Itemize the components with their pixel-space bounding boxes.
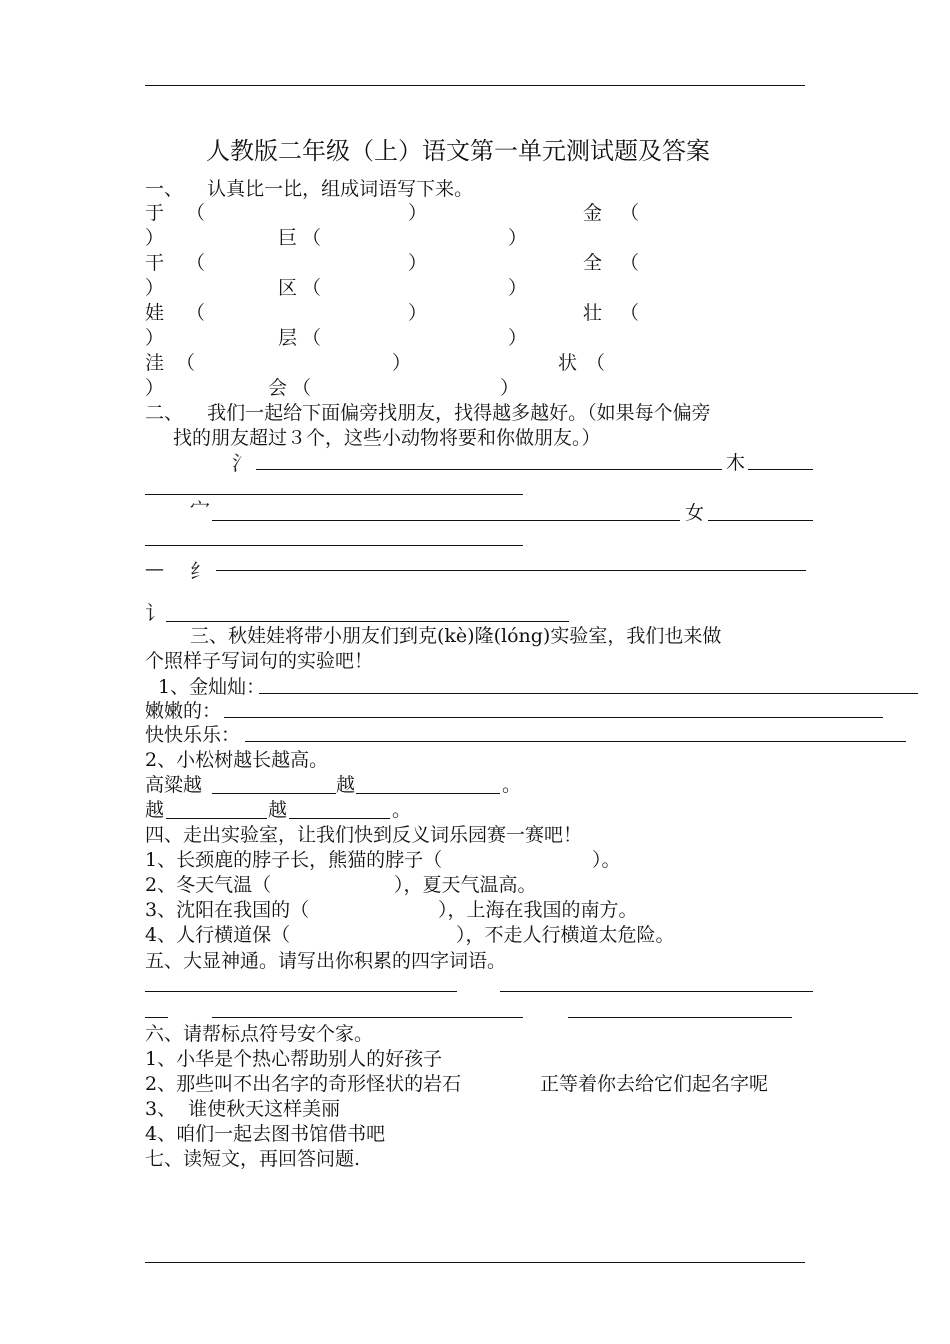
q3-heading: 三、秋娃娃将带小朋友们到克(kè)隆(lóng)实验室，我们也来做 xyxy=(190,625,722,647)
answer-line xyxy=(145,1017,168,1018)
q1-paren-open: （ xyxy=(186,252,206,274)
q2-heading-cont: 找的朋友超过３个，这些小动物将要和你做朋友。） xyxy=(173,427,601,449)
q1-char: 于 xyxy=(145,202,165,224)
answer-line xyxy=(212,1017,523,1018)
answer-line xyxy=(748,469,813,470)
q1-char: 会 xyxy=(268,377,288,399)
q1-char: 壮 xyxy=(583,302,603,324)
q1-char: 干 xyxy=(145,252,165,274)
q1-char: 娃 xyxy=(145,302,165,324)
answer-line xyxy=(708,520,813,521)
q1-paren-close: ） xyxy=(145,327,165,349)
q1-paren-close: ） xyxy=(392,352,412,374)
q1-paren-open: （ xyxy=(302,227,322,249)
answer-line xyxy=(212,793,336,794)
q4-item-2: 2、冬天气温（ xyxy=(145,874,272,896)
q4-item-4-end: ），不走人行横道太危险。 xyxy=(456,924,675,946)
q1-paren-open: （ xyxy=(302,327,322,349)
top-rule xyxy=(145,85,805,86)
q1-heading: 一、 认真比一比，组成词语写下来。 xyxy=(145,178,474,200)
answer-line xyxy=(259,693,918,694)
radical-mian: 宀 xyxy=(190,497,210,521)
q1-paren-open: （ xyxy=(620,302,640,324)
q7-heading: 七、读短文，再回答问题. xyxy=(145,1148,361,1170)
q4-item-4: 4、人行横道保（ xyxy=(145,924,291,946)
q1-paren-close: ） xyxy=(500,377,520,399)
radical-nv: 女 xyxy=(685,502,705,524)
q1-char: 区 xyxy=(278,277,298,299)
q6-item-2-tail: 正等着你去给它们起名字呢 xyxy=(540,1073,769,1095)
answer-line xyxy=(568,1017,792,1018)
q4-item-1-end: ）。 xyxy=(592,849,621,871)
answer-line xyxy=(166,621,569,622)
q6-item-3: 3、 谁使秋天这样美丽 xyxy=(145,1098,341,1120)
q3-line1-a: 高粱越 xyxy=(145,774,203,796)
q1-paren-open: （ xyxy=(620,252,640,274)
q1-paren-close: ） xyxy=(145,277,165,299)
answer-line xyxy=(224,717,883,718)
q3-sample: 2、小松树越长越高。 xyxy=(145,749,329,771)
q1-paren-close: ） xyxy=(408,252,428,274)
q1-paren-close: ） xyxy=(145,377,165,399)
q1-paren-open: （ xyxy=(620,202,640,224)
q4-item-1: 1、长颈鹿的脖子长，熊猫的脖子（ xyxy=(145,849,443,871)
q5-heading: 五、大显神通。请写出你积累的四字词语。 xyxy=(145,950,507,972)
bottom-rule xyxy=(145,1262,805,1263)
q3-period: 。 xyxy=(392,799,412,821)
radical-si: 纟 xyxy=(190,559,210,583)
radical-yan: 讠 xyxy=(145,601,165,625)
q2-dash: — xyxy=(145,558,164,580)
q1-paren-open: （ xyxy=(176,352,196,374)
q6-heading: 六、请帮标点符号安个家。 xyxy=(145,1023,374,1045)
q4-item-3: 3、沈阳在我国的（ xyxy=(145,899,310,921)
q3-line2-b: 越 xyxy=(268,799,288,821)
q1-paren-close: ） xyxy=(508,227,528,249)
q3-item-1: 1、金灿灿： xyxy=(158,676,266,698)
q1-char: 巨 xyxy=(278,227,298,249)
q3-item-3: 快快乐乐： xyxy=(145,724,241,746)
q1-paren-close: ） xyxy=(145,227,165,249)
q3-period: 。 xyxy=(502,774,522,796)
q3-line1-b: 越 xyxy=(336,774,356,796)
answer-line xyxy=(256,469,722,470)
q1-paren-close: ） xyxy=(408,202,428,224)
answer-line xyxy=(216,570,806,571)
q1-paren-close: ） xyxy=(508,277,528,299)
q1-paren-open: （ xyxy=(186,302,206,324)
answer-line xyxy=(356,793,500,794)
answer-line xyxy=(166,818,267,819)
q6-item-1: 1、小华是个热心帮助别人的好孩子 xyxy=(145,1048,443,1070)
q6-item-4: 4、咱们一起去图书馆借书吧 xyxy=(145,1123,386,1145)
q1-paren-close: ） xyxy=(408,302,428,324)
answer-line xyxy=(212,520,680,521)
q1-char: 状 xyxy=(558,352,578,374)
q4-heading: 四、走出实验室，让我们快到反义词乐园赛一赛吧！ xyxy=(145,824,583,846)
answer-line xyxy=(245,741,906,742)
q1-paren-open: （ xyxy=(186,202,206,224)
answer-line xyxy=(145,991,457,992)
q1-char: 金 xyxy=(583,202,603,224)
answer-line xyxy=(500,991,813,992)
q4-item-3-end: ），上海在我国的南方。 xyxy=(438,899,638,921)
q3-line2-a: 越 xyxy=(145,799,165,821)
radical-shui: 氵 xyxy=(232,451,252,475)
answer-line xyxy=(289,818,390,819)
q6-item-2: 2、那些叫不出名字的奇形怪状的岩石 xyxy=(145,1073,462,1095)
q1-char: 层 xyxy=(278,327,298,349)
radical-mu: 木 xyxy=(726,452,746,474)
q4-item-2-end: ），夏天气温高。 xyxy=(394,874,537,896)
q3-heading-cont: 个照样子写词句的实验吧！ xyxy=(145,650,374,672)
q1-paren-open: （ xyxy=(302,277,322,299)
q1-char: 全 xyxy=(583,252,603,274)
q1-paren-close: ） xyxy=(508,327,528,349)
q1-paren-open: （ xyxy=(292,377,312,399)
q2-heading: 二、 我们一起给下面偏旁找朋友，找得越多越好。（如果每个偏旁 xyxy=(145,402,711,424)
answer-line xyxy=(145,494,523,495)
page-title: 人教版二年级（上）语文第一单元测试题及答案 xyxy=(206,137,710,165)
q1-char: 洼 xyxy=(145,352,165,374)
q1-paren-open: （ xyxy=(586,352,606,374)
answer-line xyxy=(145,545,523,546)
q3-item-2: 嫩嫩的： xyxy=(145,700,222,722)
